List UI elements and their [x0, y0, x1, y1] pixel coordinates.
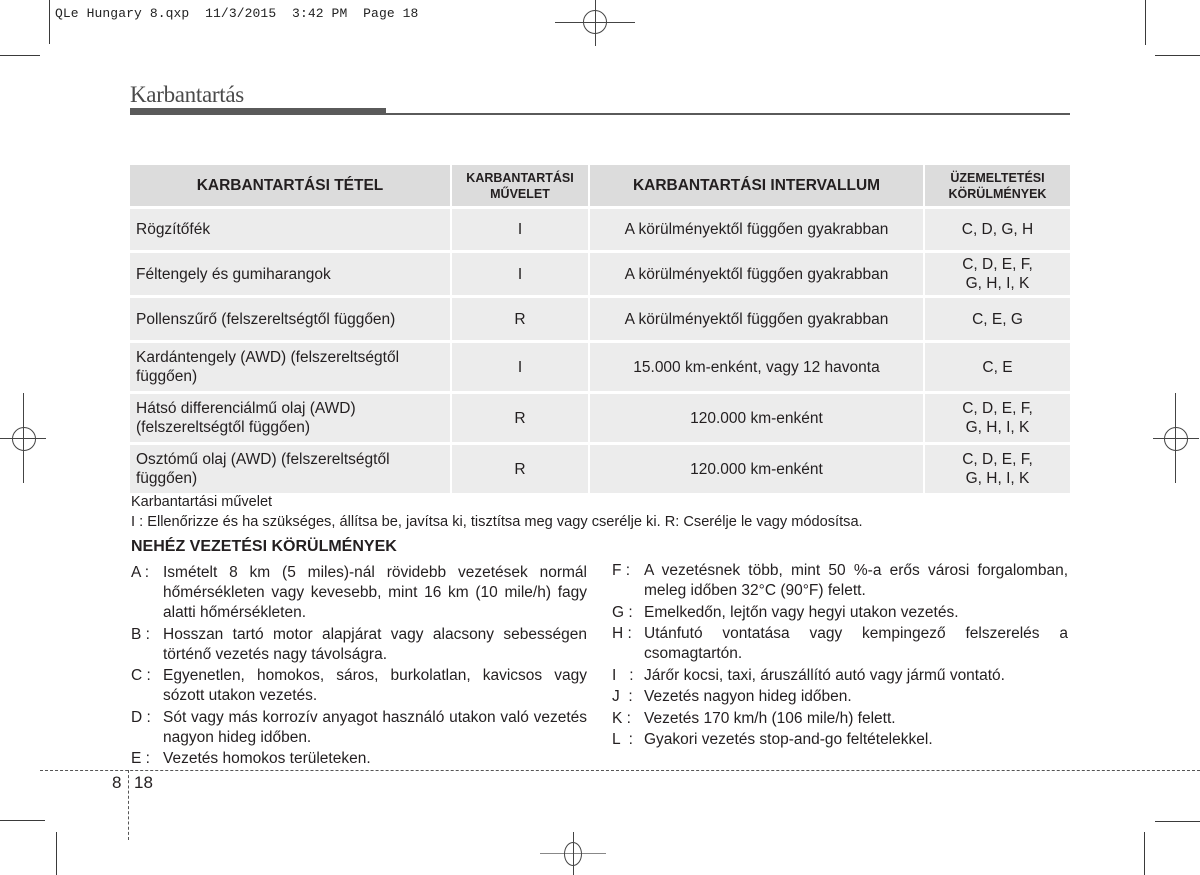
- maintenance-table: [130, 165, 1070, 496]
- condition-text: Vezetés homokos területeken.: [163, 750, 371, 767]
- condition-item: [131, 563, 587, 623]
- cell-operation: R: [452, 298, 588, 340]
- registration-mark-left: [0, 393, 48, 483]
- header-line: MŰVELET: [490, 186, 550, 201]
- condition-key: G :: [612, 603, 633, 621]
- condition-text: Emelkedőn, lejtőn vagy hegyi utakon vezetés.: [644, 603, 959, 621]
- condition-item: [612, 730, 1068, 750]
- cell-item: [130, 394, 450, 442]
- severe-conditions-title: NEHÉZ VEZETÉSI KÖRÜLMÉNYEK: [131, 538, 397, 555]
- condition-item: [612, 709, 1068, 729]
- condition-item: [612, 666, 1068, 686]
- cell-item: [130, 445, 450, 493]
- table-row: [130, 298, 1070, 340]
- cell-interval: A körülményektől függően gyakrabban: [590, 209, 923, 250]
- condition-text: Vezetés 170 km/h (106 mile/h) felett.: [644, 709, 896, 727]
- section-title: Karbantartás: [130, 82, 244, 107]
- cell-interval: A körülményektől függően gyakrabban: [590, 298, 923, 340]
- condition-key: I :: [612, 666, 634, 684]
- condition-key: C :: [131, 667, 151, 684]
- page-number: 18: [134, 773, 153, 792]
- cell-conditions: C, E, G: [925, 298, 1070, 340]
- condition-text: Egyenetlen, homokos, sáros, burkolatlan, kavicsos vagy sózott utakon vezetés.: [163, 667, 587, 704]
- table-header-row: [130, 165, 1070, 206]
- footer-divider: [40, 770, 1200, 771]
- condition-key: E :: [131, 750, 150, 767]
- condition-key: A :: [131, 564, 150, 581]
- condition-item: [131, 749, 587, 769]
- chapter-number: 8: [112, 773, 122, 792]
- cell-operation: I: [452, 253, 588, 295]
- crop-mark: [0, 55, 40, 56]
- cell-conditions: C, E: [925, 343, 1070, 391]
- condition-key: D :: [131, 708, 151, 726]
- title-rule-thick: [130, 108, 386, 115]
- crop-mark: [0, 820, 45, 821]
- cell-interval: 120.000 km-enként: [590, 445, 923, 493]
- condition-item: [131, 666, 587, 706]
- cell-line: Osztómű olaj (AWD) (felszereltségtől: [136, 451, 390, 468]
- cell-operation: I: [452, 343, 588, 391]
- cell-conditions: [925, 445, 1070, 493]
- cell-line: Hátsó differenciálmű olaj (AWD): [136, 400, 356, 417]
- table-row: [130, 253, 1070, 295]
- condition-item: [612, 561, 1068, 601]
- condition-text: Vezetés nagyon hideg időben.: [644, 688, 852, 705]
- cell-interval: 15.000 km-enként, vagy 12 havonta: [590, 343, 923, 391]
- table-row: [130, 209, 1070, 250]
- cell-line: függően): [136, 470, 198, 487]
- crop-mark: [1145, 0, 1146, 45]
- cell-line: G, H, I, K: [965, 419, 1030, 436]
- registration-mark-top: [555, 0, 635, 46]
- header-line: KARBANTARTÁSI: [466, 170, 574, 185]
- cell-line: G, H, I, K: [965, 470, 1030, 487]
- cell-line: Kardántengely (AWD) (felszereltségtől: [136, 349, 400, 366]
- header-line: KÖRÜLMÉNYEK: [948, 186, 1047, 201]
- severe-conditions-right: [612, 561, 1068, 752]
- column-header-conditions: [925, 165, 1070, 206]
- operation-legend: [131, 492, 863, 532]
- table-row: [130, 394, 1070, 442]
- condition-key: L :: [612, 731, 633, 748]
- registration-mark-bottom: [540, 832, 610, 875]
- condition-item: [131, 625, 587, 665]
- crop-mark: [56, 832, 57, 875]
- cell-operation: R: [452, 445, 588, 493]
- cell-item: Pollenszűrő (felszereltségtől függően): [130, 298, 450, 340]
- crop-mark: [1155, 821, 1200, 822]
- cell-line: függően): [136, 368, 198, 385]
- cell-item: Féltengely és gumiharangok: [130, 253, 450, 295]
- condition-item: [612, 624, 1068, 664]
- condition-item: [131, 708, 587, 748]
- cell-line: C, D, E, F,: [962, 451, 1033, 468]
- table-row: [130, 445, 1070, 493]
- cell-operation: R: [452, 394, 588, 442]
- condition-key: J :: [612, 688, 633, 705]
- cell-item: Rögzítőfék: [130, 209, 450, 250]
- legend-text: I : Ellenőrizze és ha szükséges, állítsa be, javítsa ki, tisztítsa meg vagy cserélje ki. R: Cserélje le vagy módosítsa.: [131, 514, 863, 530]
- registration-mark-right: [1153, 393, 1200, 483]
- cell-operation: I: [452, 209, 588, 250]
- cell-conditions: [925, 253, 1070, 295]
- condition-text: Gyakori vezetés stop-and-go feltételekkel.: [644, 731, 933, 748]
- condition-text: Utánfutó vontatása vagy kempingező felszerelés a csomagtartón.: [644, 625, 1068, 662]
- condition-key: K :: [612, 709, 631, 727]
- column-header-operation: [452, 165, 588, 206]
- cell-interval: 120.000 km-enként: [590, 394, 923, 442]
- cell-line: C, D, E, F,: [962, 400, 1033, 417]
- condition-text: Hosszan tartó motor alapjárat vagy alacsony sebességen történő vezetés nagy távolságra.: [163, 625, 587, 663]
- condition-key: F :: [612, 562, 631, 579]
- print-slug: QLe Hungary 8.qxp 11/3/2015 3:42 PM Page 18: [55, 6, 419, 21]
- cell-line: G, H, I, K: [965, 275, 1030, 292]
- cell-conditions: C, D, G, H: [925, 209, 1070, 250]
- legend-title: Karbantartási művelet: [131, 494, 273, 510]
- condition-item: [612, 687, 1068, 707]
- page-number-divider: [128, 770, 129, 840]
- crop-mark: [1144, 832, 1145, 875]
- title-rule-thin: [386, 113, 1070, 115]
- header-line: ÜZEMELTETÉSI: [950, 170, 1045, 185]
- condition-text: Járőr kocsi, taxi, áruszállító autó vagy jármű vontató.: [644, 666, 1005, 684]
- cell-conditions: [925, 394, 1070, 442]
- condition-key: H :: [612, 625, 632, 642]
- condition-text: Ismételt 8 km (5 miles)-nál rövidebb vezetések normál hőmérsékleten vagy kevesebb, mint 16 km (10 mile/h) fagy alatti hőmérsékleten.: [163, 564, 587, 621]
- condition-key: B :: [131, 625, 150, 643]
- column-header-interval: KARBANTARTÁSI INTERVALLUM: [590, 165, 923, 206]
- condition-text: Sót vagy más korrozív anyagot használó utakon való vezetés nagyon hideg időben.: [163, 708, 587, 746]
- cell-line: C, D, E, F,: [962, 256, 1033, 273]
- crop-mark: [49, 0, 50, 44]
- table-row: [130, 343, 1070, 391]
- condition-text: A vezetésnek több, mint 50 %-a erős városi forgalomban, meleg időben 32°C (90°F) felett.: [644, 562, 1068, 599]
- cell-line: (felszereltségtől függően): [136, 419, 311, 436]
- column-header-item: KARBANTARTÁSI TÉTEL: [130, 165, 450, 206]
- cell-item: [130, 343, 450, 391]
- crop-mark: [1155, 55, 1200, 56]
- severe-conditions-left: [131, 563, 587, 771]
- cell-interval: A körülményektől függően gyakrabban: [590, 253, 923, 295]
- condition-item: [612, 603, 1068, 623]
